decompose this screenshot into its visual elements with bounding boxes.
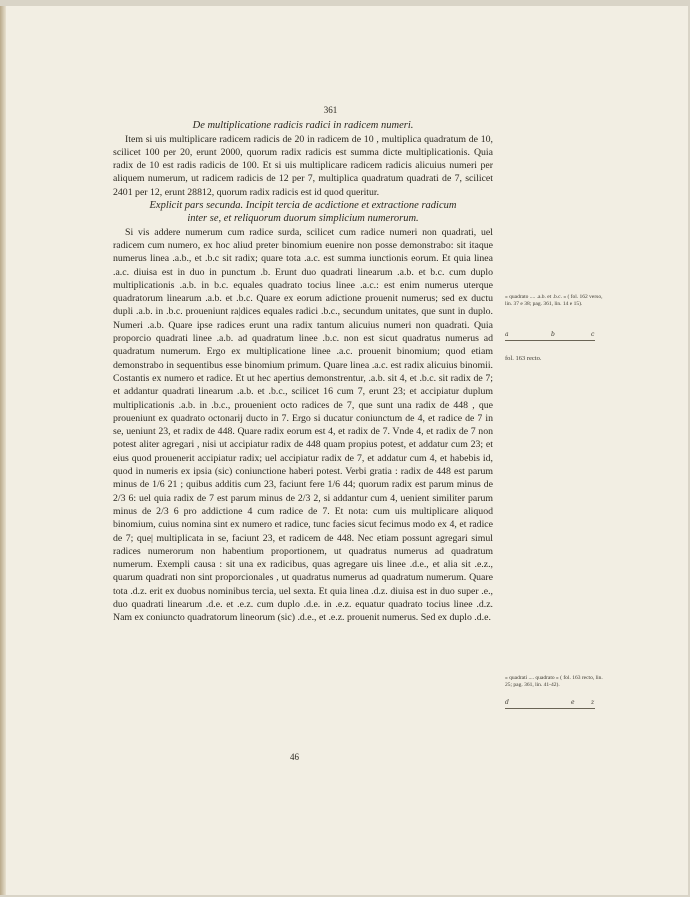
- folio-number: 361: [323, 105, 338, 115]
- margin-folio-note: fol. 163 recto.: [505, 355, 542, 362]
- paragraph-addition: Si vis addere numerum cum radice surda, scilicet cum radice numeri non quadrati, uel radicem cum numero, ex hoc aliud preter binomium euenire non posse demonstrabo: sit itaque numerus linea .a.b., et .b.c sit radix; quare tota .a.c. est summa iunctionis eorum. Et quia linea .a.c. diuisa est in duo in punctum .b. Erunt duo quadrati linearum .a.b. et b.c. cum duplo multiplicationis .a.b. in b.c. equales quadrato tocius linee .a.c.: est enim numerus uterque quadratorum linearum .a.b. et .b.c. Quare ex eorum adictione prouenit numerus; sed ex ductu dupli .a.b. in .b.c. proueniunt ra|dices equales radici .b.c., secundum unitates, que sunt in duplo. Numeri .a.b. Quare ipse radices erunt una radix tantum alicuius numeri non quadrati. Quia proporcio quadrati linee .a.b. ad quadratum linee .b.c. non est sicut quadratus numerus ad quadratum numerum. Ergo ex multiplicatione linee .a.c. prouenit binomium; quod etiam demonstrabo in sequentibus esse binomium primum. Quare linea .a.c. est radix alicuius binomii. Costantis ex numero et radice. Et ut hec apertius demonstrentur, .a.b. sit 4, et .b.c. sit radix de 7; et addantur quadrati linearum .a.b. et .b.c., scilicet 16 cum 7, erunt 23; et accipiatur duplum multiplicationis .a.b. in .b.c., prouenient octo radices de 7, que sunt una radix de 448 , que proueniunt ex quadrato octonarij ducto in 7. Ergo si ducatur coniunctum de 4, et radice de 7 in se, ueniunt 23, et radix de 448. Quare radix eorum est 4, et radix de 7. Vnde 4, et radix de 7 non potest aliter agregari , nisi ut accipiatur radix de 448 quam propius potest, et addatur cum 23; et eius quod prouenerit accipiatur radix; uel accipiatur radix de 7, et addatur cum 4, et habebis id, quod in numeris ex ipsia (sic) coniunctione haberi potest. Verbi gratia : radix de 448 est parum minus de 1/6 21 ; quibus additis cum 23, faciunt fere 1/6 44; quorum radix est parum minus de 2/3 6: uel quia radix de 7 est parum minus de 2/3 2, si addantur cum 4, uenient similiter parum minus de 2/3 6 pro addictione 4 cum radice de 7. Et nota: cum uis multiplicare aliquod binomium, cuius nomina sint ex numero et radice, tunc facies sicut fecimus modo ex 4, et radice de 7; que| multiplicata in se, faciunt 23, et radicem de 448. Nec etiam possunt agregari simul radices numerorum non habentium proportionem, ut quadratus numerus ad quadratum numerum. Exempli causa : sit una ex radicibus, quas agregare uis linee .d.e., et alia sit .e.z., quarum quadrati non sint proporcionales , ut quadratus numerus ad quadratum numerum. Quare tota .d.z. erit ex duobus nominibus tercia, uel sexta. Et quia linea .d.z. diuisa est in duo super .e., duo quadrati linearum .d.e. et .e.z. cum duplo .d.e. in .e.z. equatur quadrato tocius linee .d.z. Nam ex coniuncto quadratorum lineorum (sic) .d.e., et .e.z. prouenit numerus. Sed ex duplo .d.e.: [113, 226, 493, 624]
- margin-note: « quadrato .... .a.b. et .b.c. » ( fol. 162 verso, lin. 37 e 38; pag. 361, lin. 14 e 15).: [505, 294, 603, 307]
- diagram-label: a: [505, 331, 509, 338]
- margin-note: « quadrati .... quadrato » ( fol. 163 recto, lin. 25; pag. 361, lin. 41-42).: [505, 675, 603, 688]
- page-number: 46: [290, 752, 299, 762]
- paragraph-multiplication: Item si uis multiplicare radicem radicis de 20 in radicem de 10 , multiplica quadratum de 10, scilicet 100 per 20, erunt 2000, quorum radix radicis est summa dicte multiplicationis. Quia radix de 10 est radis radicis de 100. Et si uis multiplicare radicem radicis alicuius numeri per aliquem numerum, ut radicem radicis de 12 per 7, multiplica quadratum quadrati de 7, scilicet 2401 per 12, erunt 28812, quorum radix radicis est id quod queritur.: [113, 133, 493, 198]
- part-title-line-1: Explicit pars secunda. Incipit tercia de acdictione et extractione radicum: [149, 200, 457, 212]
- main-text-column: [113, 104, 493, 625]
- diagram-line-abc: [505, 331, 595, 341]
- diagram-label: b: [551, 331, 555, 338]
- part-title-line-2: inter se, et reliquorum duorum simplicium numerorum.: [187, 213, 419, 225]
- diagram-label: d: [505, 699, 509, 706]
- section-title: De multiplicatione radicis radici in radicem numeri.: [192, 120, 414, 132]
- diagram-label: e: [571, 699, 575, 706]
- book-binding: [0, 6, 6, 895]
- diagram-label: c: [591, 331, 595, 338]
- diagram-line-dez: [505, 699, 595, 709]
- diagram-label: z: [591, 699, 595, 706]
